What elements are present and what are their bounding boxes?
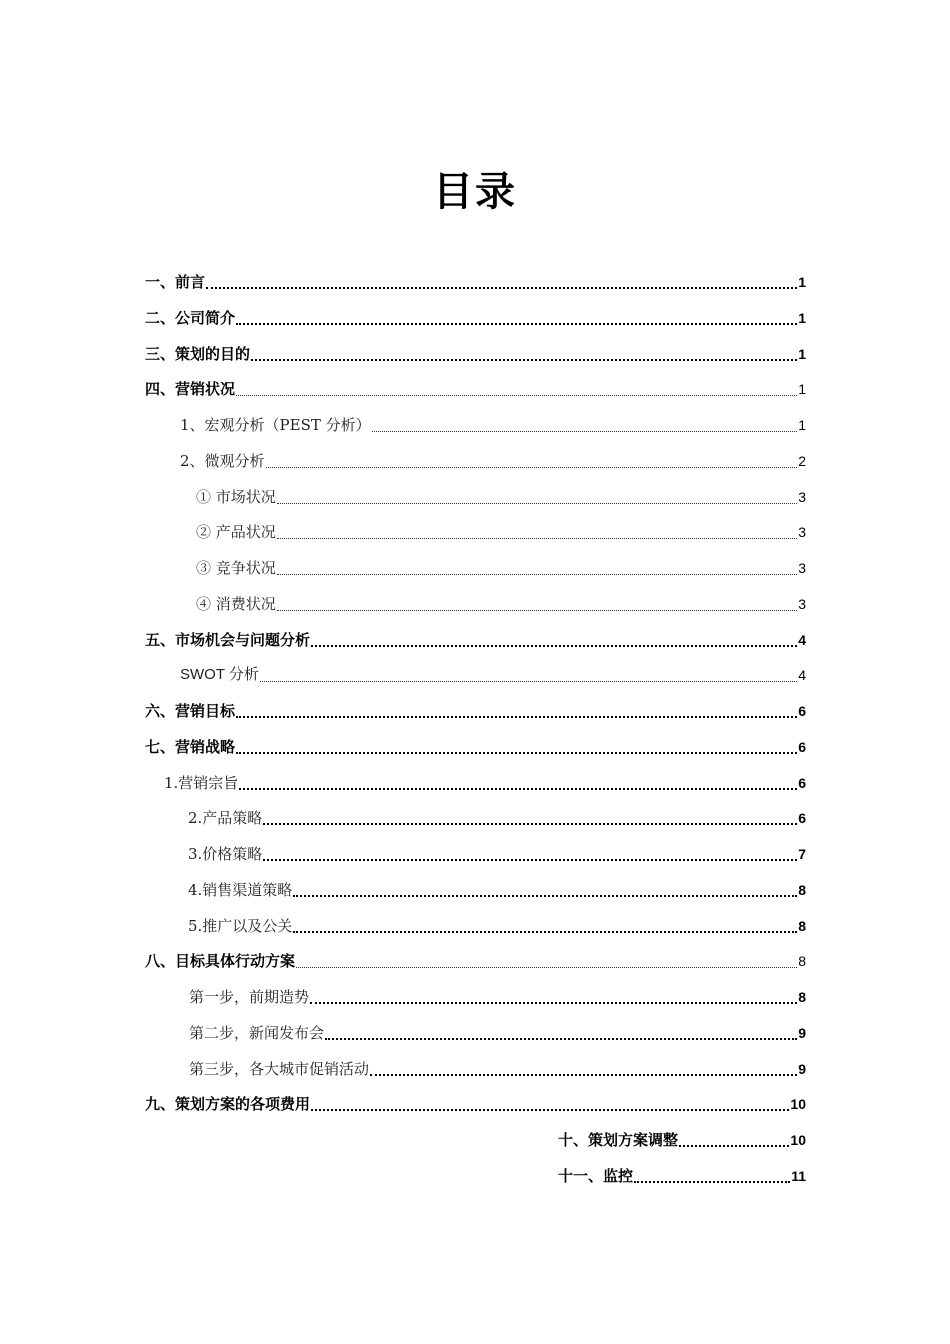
toc-entry-page: 1 xyxy=(798,346,806,362)
toc-leader xyxy=(296,953,797,968)
toc-entry[interactable] xyxy=(180,411,806,435)
toc-entry-text: 2、微观分析 xyxy=(180,452,265,470)
toc-leader xyxy=(277,560,797,575)
toc-entry[interactable] xyxy=(145,947,806,971)
toc-entry-page: 2 xyxy=(798,453,806,469)
toc-entry-page: 3 xyxy=(798,489,806,505)
toc-leader xyxy=(311,1095,789,1111)
toc-entry-page: 7 xyxy=(798,846,806,862)
toc-entry-text: 五、市场机会与问题分析 xyxy=(145,631,311,649)
toc-leader xyxy=(277,596,797,611)
toc-entry[interactable] xyxy=(164,769,806,793)
toc-entry-text: 八、目标具体行动方案 xyxy=(145,952,296,970)
toc-entry-page: 6 xyxy=(798,739,806,755)
toc-leader xyxy=(293,881,797,897)
toc-leader xyxy=(236,738,797,754)
toc-entry-text: 十、策划方案调整 xyxy=(558,1131,679,1149)
toc-leader xyxy=(263,845,797,861)
toc-entry-text: SWOT 分析 xyxy=(180,666,259,683)
toc-entry[interactable] xyxy=(145,733,806,757)
toc-entry-text: 2.产品策略 xyxy=(188,809,263,827)
toc-entry-text: 3.价格策略 xyxy=(188,845,263,863)
toc-leader xyxy=(370,1060,797,1076)
toc-entry[interactable] xyxy=(145,1090,806,1114)
toc-entry-text: 5.推广以及公关 xyxy=(188,917,293,935)
toc-entry[interactable] xyxy=(189,983,806,1007)
toc-entry-text: 第二步，新闻发布会 xyxy=(189,1024,325,1042)
toc-entry-text: ④ 消费状况 xyxy=(196,595,276,613)
toc-leader xyxy=(277,489,797,504)
toc-entry[interactable] xyxy=(189,1019,806,1043)
toc-entry-page: 3 xyxy=(798,524,806,540)
page-title: 目录 xyxy=(433,169,517,215)
toc-entry-text: ③ 竞争状况 xyxy=(196,559,276,577)
toc-entry-page: 10 xyxy=(790,1132,806,1148)
toc-entry-page: 1 xyxy=(798,310,806,326)
toc-leader xyxy=(266,453,798,468)
toc-entry-text: 一、前言 xyxy=(145,273,206,291)
toc-entry-text: 二、公司简介 xyxy=(145,309,236,327)
toc-entry-page: 1 xyxy=(798,417,806,433)
toc-entry[interactable] xyxy=(189,1055,806,1079)
toc-leader xyxy=(325,1024,797,1040)
toc-entry[interactable] xyxy=(196,554,806,578)
toc-entry[interactable] xyxy=(188,912,806,936)
toc-entry-page: 3 xyxy=(798,596,806,612)
toc-entry-text: ② 产品状况 xyxy=(196,523,276,541)
toc-leader xyxy=(277,524,797,539)
toc-entry-page: 9 xyxy=(798,1061,806,1077)
toc-leader xyxy=(293,917,797,933)
toc-leader xyxy=(679,1131,789,1147)
toc-leader xyxy=(206,273,797,289)
toc-entry-page: 8 xyxy=(798,882,806,898)
toc-leader xyxy=(251,345,797,361)
toc-entry[interactable] xyxy=(145,340,806,364)
toc-entry-page: 8 xyxy=(798,918,806,934)
toc-entry[interactable] xyxy=(188,876,806,900)
toc-entry-page: 6 xyxy=(798,810,806,826)
toc-entry[interactable] xyxy=(196,590,806,614)
toc-entry[interactable] xyxy=(188,804,806,828)
toc-entry-page: 11 xyxy=(791,1168,806,1184)
toc-entry-text: 1.营销宗旨 xyxy=(164,774,239,792)
toc-entry-page: 4 xyxy=(798,632,806,648)
toc-entry[interactable] xyxy=(145,375,806,399)
toc-entry-text: 第三步，各大城市促销活动 xyxy=(189,1060,370,1078)
toc-entry[interactable] xyxy=(145,268,806,292)
toc-entry-page: 4 xyxy=(798,667,806,683)
toc-leader xyxy=(634,1167,790,1183)
toc-leader xyxy=(310,988,797,1004)
toc-entry[interactable] xyxy=(196,483,806,507)
toc-entry[interactable] xyxy=(180,447,806,471)
toc-entry-text: 4.销售渠道策略 xyxy=(188,881,293,899)
toc-entry[interactable] xyxy=(196,518,806,542)
toc-entry-page: 6 xyxy=(798,703,806,719)
toc-entry[interactable] xyxy=(558,1162,806,1186)
toc-entry-page: 10 xyxy=(790,1096,806,1112)
toc-leader xyxy=(311,631,797,647)
toc-entry-text: 第一步，前期造势 xyxy=(189,988,310,1006)
toc-entry[interactable] xyxy=(180,661,806,685)
toc-entry-text: 四、营销状况 xyxy=(145,380,236,398)
toc-entry-page: 8 xyxy=(798,953,806,969)
toc-entry-text: 六、营销目标 xyxy=(145,702,236,720)
toc-entry-text: 七、营销战略 xyxy=(145,738,236,756)
toc-leader xyxy=(263,809,797,825)
toc-entry-page: 8 xyxy=(798,989,806,1005)
toc-leader xyxy=(260,667,797,682)
toc-entry-text: 十一、监控 xyxy=(558,1167,634,1185)
toc-entry-page: 9 xyxy=(798,1025,806,1041)
toc-entry-page: 6 xyxy=(798,775,806,791)
toc-leader xyxy=(236,702,797,718)
toc-leader xyxy=(239,774,797,790)
toc-leader xyxy=(236,309,797,325)
toc-entry-text: 1、宏观分析（PEST 分析） xyxy=(180,416,371,434)
toc-entry-text: 三、策划的目的 xyxy=(145,345,251,363)
toc-leader xyxy=(236,381,797,396)
toc-entry-text: 九、策划方案的各项费用 xyxy=(145,1095,311,1113)
toc-entry[interactable] xyxy=(145,697,806,721)
toc-entry[interactable] xyxy=(188,840,806,864)
toc-entry[interactable] xyxy=(558,1126,806,1150)
toc-entry-page: 3 xyxy=(798,560,806,576)
toc-entry[interactable] xyxy=(145,626,806,650)
toc-entry-page: 1 xyxy=(798,274,806,290)
toc-entry[interactable] xyxy=(145,304,806,328)
toc-entry-text: ① 市场状况 xyxy=(196,488,276,506)
toc-leader xyxy=(372,417,798,432)
toc-entry-page: 1 xyxy=(798,381,806,397)
